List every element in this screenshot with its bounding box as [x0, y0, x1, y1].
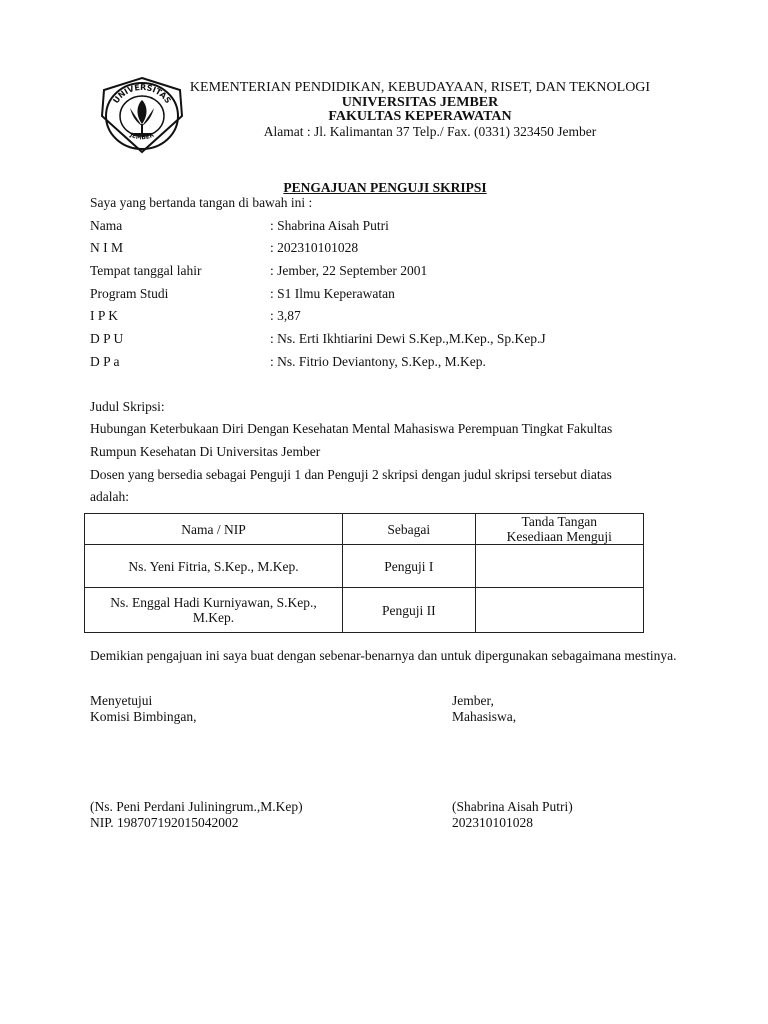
- field-value-ttl: : Jember, 22 September 2001: [270, 263, 428, 278]
- right-sign-name: (Shabrina Aisah Putri): [452, 799, 573, 814]
- table-row: [85, 588, 644, 633]
- field-label-prodi: Program Studi: [90, 286, 169, 301]
- field-value-ipk: : 3,87: [270, 308, 301, 323]
- field-value-dpu: : Ns. Erti Ikhtiarini Dewi S.Kep.,M.Kep., Sp.Kep.J: [270, 331, 546, 346]
- field-label-nama: Nama: [90, 218, 123, 233]
- dosen-line-2: adalah:: [90, 489, 129, 504]
- field-label-ttl: Tempat tanggal lahir: [90, 263, 202, 278]
- row-1-role: Penguji I: [343, 545, 476, 588]
- header-tanda-tangan: [475, 514, 643, 545]
- logo-text-bottom: JEMBER: [128, 131, 156, 142]
- intro-text: Saya yang bertanda tangan di bawah ini :: [90, 195, 313, 210]
- row-2-sign[interactable]: [475, 588, 643, 633]
- field-value-dpa: : Ns. Fitrio Deviantony, S.Kep., M.Kep.: [270, 354, 486, 369]
- header-sign-line-1: Tanda Tangan: [521, 514, 597, 529]
- row-1-sign[interactable]: [475, 545, 643, 588]
- address: Alamat : Jl. Kalimantan 37 Telp./ Fax. (0331) 323450 Jember: [263, 124, 597, 139]
- header-nama-nip: Nama / NIP: [85, 514, 343, 545]
- field-value-nama: : Shabrina Aisah Putri: [270, 218, 389, 233]
- header-sebagai: Sebagai: [343, 514, 476, 545]
- row-1-name: Ns. Yeni Fitria, S.Kep., M.Kep.: [85, 545, 343, 588]
- ministry-name: KEMENTERIAN PENDIDIKAN, KEBUDAYAAN, RISET, DAN TEKNOLOGI: [189, 80, 651, 95]
- penguji-table: [84, 513, 644, 633]
- left-sign-nip: NIP. 198707192015042002: [90, 815, 239, 830]
- left-sign-line-2: Komisi Bimbingan,: [90, 709, 197, 724]
- right-sign-nim: 202310101028: [452, 815, 533, 830]
- judul-label: Judul Skripsi:: [90, 399, 165, 414]
- left-sign-name: (Ns. Peni Perdani Juliningrum.,M.Kep): [90, 799, 303, 814]
- row-2-name: Ns. Enggal Hadi Kurniyawan, S.Kep., M.Kep.: [85, 588, 343, 633]
- field-label-dpu: D P U: [90, 331, 124, 346]
- university-name: UNIVERSITAS JEMBER: [341, 95, 499, 110]
- table-row: [85, 545, 644, 588]
- right-sign-line-1: Jember,: [452, 693, 494, 708]
- judul-line-1: Hubungan Keterbukaan Diri Dengan Kesehatan Mental Mahasiswa Perempuan Tingkat Fakultas: [90, 421, 613, 436]
- header-sign-line-2: Kesediaan Menguji: [506, 529, 612, 544]
- logo-text-top: UNIVERSITAS: [111, 82, 173, 106]
- closing-statement: Demikian pengajuan ini saya buat dengan sebenar-benarnya dan untuk dipergunakan sebagaimana mestinya.: [90, 648, 677, 663]
- field-value-prodi: : S1 Ilmu Keperawatan: [270, 286, 395, 301]
- judul-line-2: Rumpun Kesehatan Di Universitas Jember: [90, 444, 321, 459]
- document-title: PENGAJUAN PENGUJI SKRIPSI: [283, 180, 487, 195]
- row-2-role: Penguji II: [343, 588, 476, 633]
- dosen-line-1: Dosen yang bersedia sebagai Penguji 1 dan Penguji 2 skripsi dengan judul skripsi tersebut diatas: [90, 467, 612, 482]
- field-label-dpa: D P a: [90, 354, 120, 369]
- faculty-name: FAKULTAS KEPERAWATAN: [328, 109, 512, 124]
- field-label-ipk: I P K: [90, 308, 119, 323]
- left-sign-line-1: Menyetujui: [90, 693, 153, 708]
- right-sign-line-2: Mahasiswa,: [452, 709, 517, 724]
- field-label-nim: N I M: [90, 240, 123, 255]
- field-value-nim: : 202310101028: [270, 240, 359, 255]
- table-header-row: [85, 514, 644, 545]
